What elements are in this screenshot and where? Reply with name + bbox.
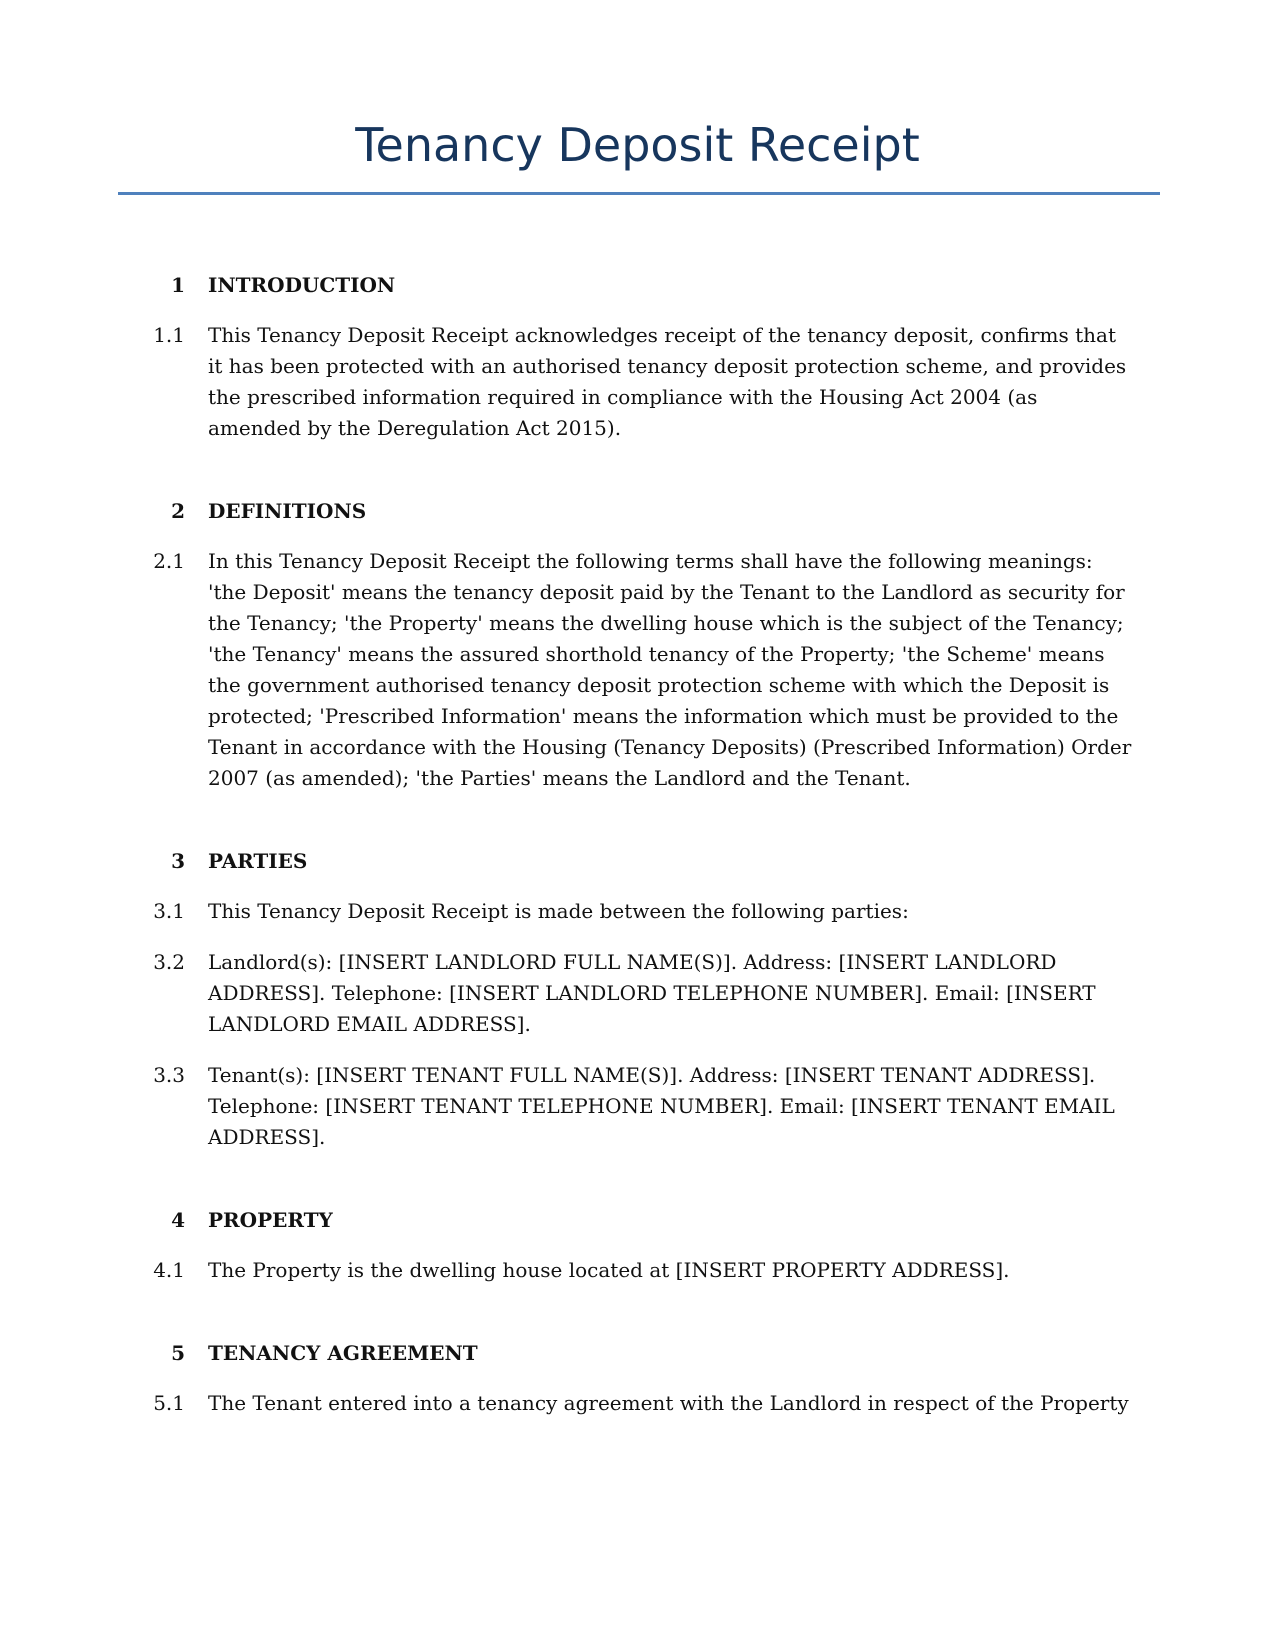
section-heading [0, 1205, 1275, 1235]
clause-text: This Tenancy Deposit Receipt acknowledges receipt of the tenancy deposit, confirms that it has been protected with an authorised tenancy deposit protection scheme, and provides the prescribed information required in compliance with the Housing Act 2004 (as amended by the Deregulation Act 2015). [208, 323, 1127, 440]
clause-text: The Tenant entered into a tenancy agreement with the Landlord in respect of the Property [208, 1391, 1129, 1415]
title-underline [118, 192, 1160, 195]
clause-5-1 [0, 1388, 1135, 1419]
section-introduction [0, 270, 1275, 444]
section-number: 1 [171, 273, 185, 297]
clause-text: Tenant(s): [INSERT TENANT FULL NAME(S)]. Address: [INSERT TENANT ADDRESS]. Telephone: [INSERT TENANT TELEPHONE NUMBER]. Email: [INSERT TENANT EMAIL ADDRESS]. [208, 1063, 1115, 1149]
clause-text: The Property is the dwelling house located at [INSERT PROPERTY ADDRESS]. [208, 1258, 1010, 1282]
section-heading [0, 846, 1275, 876]
section-heading [0, 270, 1275, 300]
clause-number: 4.1 [153, 1258, 185, 1282]
section-tenancy-agreement [0, 1338, 1275, 1419]
section-property [0, 1205, 1275, 1286]
section-number: 4 [171, 1208, 185, 1232]
section-definitions [0, 496, 1275, 794]
clause-number: 5.1 [153, 1391, 185, 1415]
section-title: INTRODUCTION [208, 273, 396, 297]
section-heading [0, 496, 1275, 526]
clause-3-3 [0, 1060, 1135, 1153]
clause-3-1 [0, 896, 1135, 927]
section-parties [0, 846, 1275, 1153]
section-title: PARTIES [208, 849, 308, 873]
clause-1-1 [0, 320, 1135, 444]
clause-number: 3.2 [153, 950, 185, 974]
section-title: TENANCY AGREEMENT [208, 1341, 478, 1365]
clause-number: 3.3 [153, 1063, 185, 1087]
section-number: 2 [171, 499, 185, 523]
document-body [0, 270, 1275, 1419]
section-number: 5 [171, 1341, 185, 1365]
clause-4-1 [0, 1255, 1135, 1286]
section-heading [0, 1338, 1275, 1368]
document-title: Tenancy Deposit Receipt [355, 118, 920, 172]
clause-number: 3.1 [153, 899, 185, 923]
clause-text: In this Tenancy Deposit Receipt the following terms shall have the following meanings: 'the Deposit' means the tenancy deposit paid by the Tenant to the Landlord as security for the Tenancy; 'the Property' means the dwelling house which is the subject of the Tenancy; 'the Tenancy' means the assured shorthold tenancy of the Property; 'the Scheme' means the government authorised tenancy deposit protection scheme with which the Deposit is protected; 'Prescribed Information' means the information which must be provided to the Tenant in accordance with the Housing (Tenancy Deposits) (Prescribed Information) Order 2007 (as amended); 'the Parties' means the Landlord and the Tenant. [208, 549, 1132, 790]
clause-number: 2.1 [153, 549, 185, 573]
clause-3-2 [0, 947, 1135, 1040]
clause-text: This Tenancy Deposit Receipt is made between the following parties: [208, 899, 909, 923]
section-title: DEFINITIONS [208, 499, 367, 523]
clause-text: Landlord(s): [INSERT LANDLORD FULL NAME(S)]. Address: [INSERT LANDLORD ADDRESS]. Telephone: [INSERT LANDLORD TELEPHONE NUMBER]. Email: [INSERT LANDLORD EMAIL ADDRESS]. [208, 950, 1096, 1036]
clause-number: 1.1 [153, 323, 185, 347]
clause-2-1 [0, 546, 1135, 794]
section-number: 3 [171, 849, 185, 873]
section-title: PROPERTY [208, 1208, 333, 1232]
